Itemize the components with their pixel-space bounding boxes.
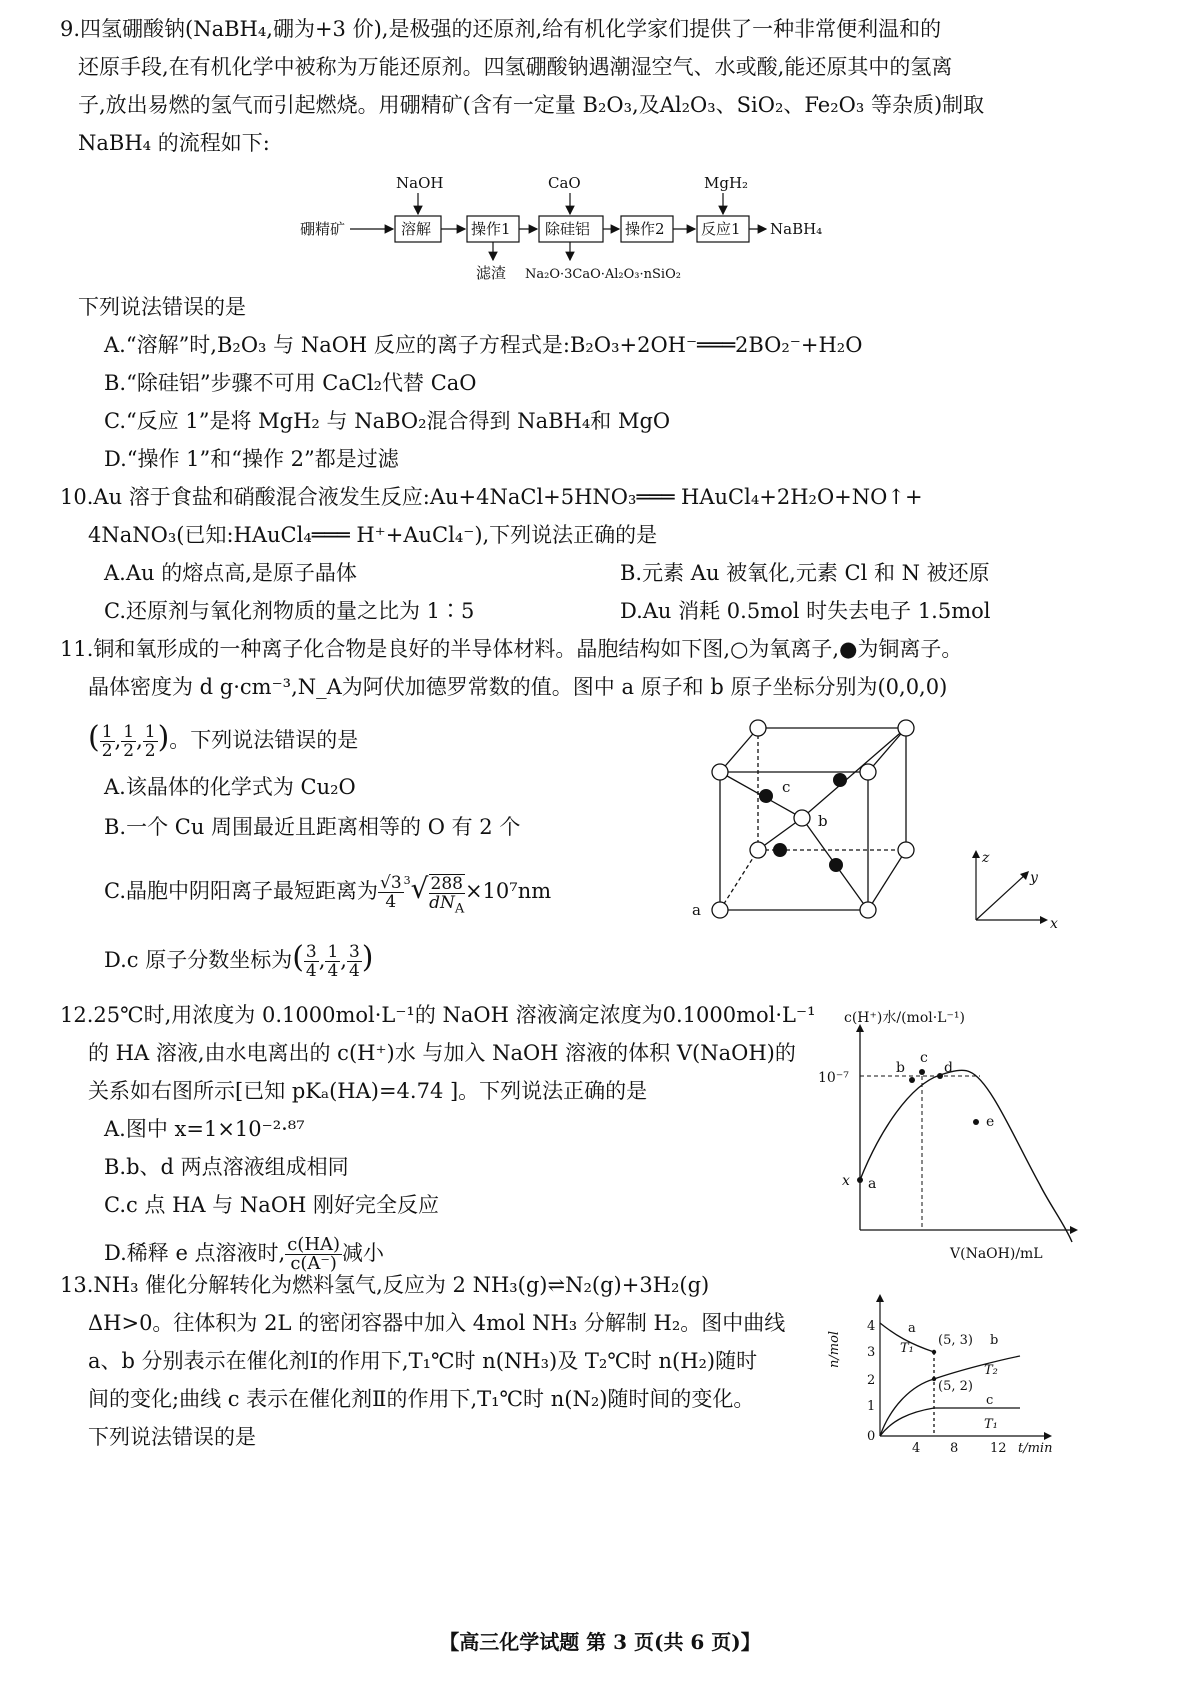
q9-option-d: D.“操作 1”和“操作 2”都是过滤 bbox=[104, 447, 399, 471]
q10-option-b: B.元素 Au 被氧化,元素 Cl 和 N 被还原 bbox=[620, 561, 990, 585]
q13-label-b: b bbox=[990, 1333, 999, 1348]
q13-xtick-4: 4 bbox=[912, 1441, 921, 1456]
q13-line-2: ΔH>0。往体积为 2L 的密闭容器中加入 4mol NH₃ 分解制 H₂。图中曲线 bbox=[88, 1311, 786, 1335]
q11-coord-b-y: $\frac{1}{2}$ bbox=[123, 722, 135, 761]
q12-line-1: 12.25℃时,用浓度为 0.1000mol·L⁻¹的 NaOH 溶液滴定浓度为0.1000mol·L⁻¹ bbox=[60, 1003, 816, 1027]
flow-step-op2: 操作2 bbox=[625, 220, 665, 238]
q13-line-3: a、b 分别表示在催化剂Ⅰ的作用下,T₁℃时 n(NH₃)及 T₂℃时 n(H₂)随时 bbox=[88, 1349, 758, 1373]
q13-ytick-2: 2 bbox=[867, 1373, 876, 1388]
q12-line-2: 的 HA 溶液,由水电离出的 c(H⁺)水 与加入 NaOH 溶液的体积 V(NaOH)的 bbox=[88, 1041, 796, 1065]
q13-label-t1-a: T₁ bbox=[900, 1341, 914, 1356]
q12-option-a: A.图中 x=1×10⁻²·⁸⁷ bbox=[104, 1117, 305, 1141]
q11-option-a: A.该晶体的化学式为 Cu₂O bbox=[104, 775, 356, 799]
q13-ytick-0: 0 bbox=[867, 1429, 876, 1444]
q12-option-d: D.稀释 e 点溶液时, $\frac{c(HA)}{c(A^-)}$ 减小 bbox=[104, 1234, 385, 1274]
q12-titration-chart bbox=[818, 1010, 1090, 1265]
flow-start: 硼精矿 bbox=[300, 220, 346, 238]
q12-label-b: b bbox=[896, 1060, 905, 1076]
cell-label-b: b bbox=[818, 812, 828, 830]
q13-line-4: 间的变化;曲线 c 表示在催化剂Ⅱ的作用下,T₁℃时 n(N₂)随时间的变化。 bbox=[88, 1387, 755, 1411]
flow-output-slag: Na₂O·3CaO·Al₂O₃·nSiO₂ bbox=[525, 267, 681, 282]
cell-label-a: a bbox=[692, 901, 701, 919]
q11-option-c: C.晶胞中阴阳离子最短距离为 $\frac{√3}{4}$ $^3$√ $\frac{288}{dN_A}$ ×10⁷nm bbox=[104, 872, 552, 916]
q12-xlabel: V(NaOH)/mL bbox=[950, 1246, 1043, 1262]
q9-line-1: 9.四氢硼酸钠(NaBH₄,硼为+3 价),是极强的还原剂,给有机化学家们提供了一种非常便利温和的 bbox=[60, 17, 942, 41]
axis-y-label: y bbox=[1030, 870, 1038, 886]
q9-option-a: A.“溶解”时,B₂O₃ 与 NaOH 反应的离子方程式是:B₂O₃+2OH⁻═══2BO₂⁻+H₂O bbox=[104, 333, 863, 357]
q13-annotation-5-3: (5, 3) bbox=[938, 1333, 973, 1348]
q13-ytick-4: 4 bbox=[867, 1319, 876, 1334]
q13-curve-b bbox=[880, 1356, 1020, 1436]
flow-step-op1: 操作1 bbox=[471, 220, 511, 238]
q12-option-c: C.c 点 HA 与 NaOH 刚好完全反应 bbox=[104, 1193, 440, 1217]
cell-label-c: c bbox=[782, 778, 791, 796]
flow-input-mgh2: MgH₂ bbox=[704, 174, 749, 192]
q13-label-c: c bbox=[986, 1393, 994, 1408]
q12-ylabel: c(H⁺)水/(mol·L⁻¹) bbox=[844, 1010, 965, 1026]
q12-point-c bbox=[919, 1069, 925, 1075]
q10-option-c: C.还原剂与氧化剂物质的量之比为 1∶5 bbox=[104, 599, 475, 623]
flow-output-residue: 滤渣 bbox=[476, 264, 507, 282]
q12-label-a: a bbox=[868, 1176, 877, 1192]
q12-label-e: e bbox=[986, 1114, 995, 1130]
q9-option-b: B.“除硅铝”步骤不可用 CaCl₂代替 CaO bbox=[104, 371, 477, 395]
q12-point-a bbox=[857, 1177, 863, 1183]
q9-stem: 下列说法错误的是 bbox=[78, 295, 246, 319]
q12-label-c: c bbox=[920, 1050, 928, 1066]
q10-option-a: A.Au 的熔点高,是原子晶体 bbox=[104, 561, 357, 585]
flow-input-cao: CaO bbox=[548, 174, 581, 192]
flow-step-remove: 除硅铝 bbox=[545, 220, 591, 238]
q13-curve-c bbox=[880, 1408, 1020, 1436]
q11-line-1: 11.铜和氧形成的一种离子化合物是良好的半导体材料。晶胞结构如下图,○为氧离子,●为铜离子。 bbox=[60, 637, 963, 661]
q9-line-2: 还原手段,在有机化学中被称为万能还原剂。四氢硼酸钠遇潮湿空气、水或酸,能还原其中的氢离 bbox=[78, 55, 953, 79]
q12-label-d: d bbox=[944, 1060, 953, 1076]
q13-ytick-1: 1 bbox=[867, 1399, 876, 1414]
q13-line-5: 下列说法错误的是 bbox=[88, 1425, 256, 1449]
q11-option-d: D.c 原子分数坐标为( $\frac{3}{4}$ , $\frac{1}{4}$ , $\frac{3}{4}$ ) bbox=[104, 940, 374, 981]
q9-flowchart bbox=[300, 168, 860, 288]
q11-option-b: B.一个 Cu 周围最近且距离相等的 O 有 2 个 bbox=[104, 815, 521, 839]
flow-input-naoh: NaOH bbox=[396, 174, 444, 192]
q12-ytick: 10⁻⁷ bbox=[818, 1070, 849, 1086]
q12-option-b: B.b、d 两点溶液组成相同 bbox=[104, 1155, 349, 1179]
q11-unit-cell-figure bbox=[680, 700, 910, 940]
axis-x-label: x bbox=[1050, 916, 1058, 932]
q10-line-1: 10.Au 溶于食盐和硝酸混合液发生反应:Au+4NaCl+5HNO₃═══ HAuCl₄+2H₂O+NO↑+ bbox=[60, 485, 923, 509]
q13-xtick-12: 12 bbox=[990, 1441, 1007, 1456]
flow-step-react1: 反应1 bbox=[701, 220, 741, 238]
q13-ytick-3: 3 bbox=[867, 1345, 876, 1360]
q12-x-label: x bbox=[842, 1173, 850, 1189]
flow-step-dissolve: 溶解 bbox=[401, 220, 432, 238]
q9-line-3: 子,放出易燃的氢气而引起燃烧。用硼精矿(含有一定量 B₂O₃,及Al₂O₃、SiO₂、Fe₂O₃ 等杂质)制取 bbox=[78, 93, 985, 117]
q12-point-d bbox=[937, 1073, 943, 1079]
q11-line-2: 晶体密度为 d g·cm⁻³,N_A为阿伏加德罗常数的值。图中 a 原子和 b 原子坐标分别为(0,0,0) bbox=[88, 675, 948, 699]
q13-ylabel: n/mol bbox=[827, 1330, 842, 1368]
q12-point-e bbox=[973, 1119, 979, 1125]
q10-line-2: 4NaNO₃(已知:HAuCl₄═══ H⁺+AuCl₄⁻),下列说法正确的是 bbox=[88, 523, 658, 547]
q13-xlabel: t/min bbox=[1018, 1441, 1053, 1456]
axis-z-label: z bbox=[982, 850, 990, 866]
flow-end: NaBH₄ bbox=[770, 220, 823, 238]
q13-annotation-5-2: (5, 2) bbox=[938, 1379, 973, 1394]
q12-line-3: 关系如右图所示[已知 pKₐ(HA)=4.74 ]。下列说法正确的是 bbox=[88, 1079, 648, 1103]
q13-label-a: a bbox=[908, 1321, 916, 1336]
q13-label-t1-c: T₁ bbox=[984, 1417, 998, 1432]
q10-option-d: D.Au 消耗 0.5mol 时失去电子 1.5mol bbox=[620, 599, 991, 623]
q13-line-1: 13.NH₃ 催化分解转化为燃料氢气,反应为 2 NH₃(g)⇌N₂(g)+3H₂(g) bbox=[60, 1273, 710, 1297]
q13-label-t2: T₂ bbox=[984, 1363, 998, 1378]
q13-xtick-8: 8 bbox=[950, 1441, 959, 1456]
q9-line-4: NaBH₄ 的流程如下: bbox=[78, 131, 270, 155]
q12-point-b bbox=[909, 1077, 915, 1083]
q13-kinetics-chart bbox=[827, 1290, 1080, 1465]
q11-line-3: ( $\frac{1}{2}$ , $\frac{1}{2}$ , $\frac{1}{2}$ )。下列说法错误的是 bbox=[88, 720, 359, 761]
q9-option-c: C.“反应 1”是将 MgH₂ 与 NaBO₂混合得到 NaBH₄和 MgO bbox=[104, 409, 671, 433]
q11-coord-b-z: $\frac{1}{2}$ bbox=[144, 722, 156, 761]
page-footer: 【高三化学试题 第 3 页(共 6 页)】 bbox=[439, 1630, 761, 1654]
q12-curve bbox=[860, 1070, 1072, 1242]
q11-axes-figure bbox=[960, 840, 1060, 940]
q11-coord-b-x: $\frac{1}{2}$ bbox=[101, 722, 113, 761]
